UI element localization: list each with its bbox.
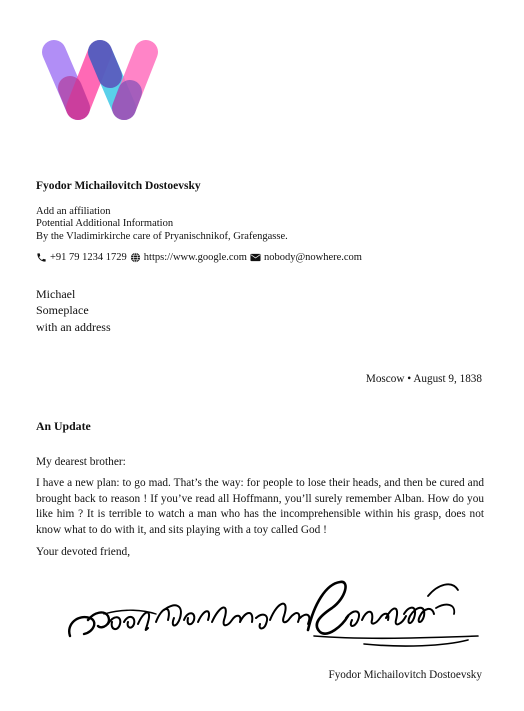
place-and-date: Moscow • August 9, 1838 [365, 373, 482, 385]
closing: Your devoted friend, [36, 546, 131, 558]
handwritten-signature [64, 574, 484, 656]
envelope-icon [250, 252, 261, 263]
recipient-address: with an address [36, 319, 111, 334]
letter-body: I have a new plan: to go mad. That’s the way: for people to lose their heads, and then be cured and brought back to reason ! If you’ve read all Hoffmann, you’ll surely remember Alban. How do you like him ? It is terrible to watch a man who has the incomprehensible within his grasp, does not know what to do with it, and sits playing with a toy called God ! [36, 477, 484, 536]
sender-block [36, 180, 496, 243]
email-link[interactable]: nobody@nowhere.com [263, 252, 362, 263]
company-logo [34, 36, 164, 124]
salutation: My dearest brother: [36, 456, 126, 468]
recipient-name: Michael [36, 287, 76, 301]
website-link[interactable]: https://www.google.com [143, 252, 247, 263]
phone-number[interactable]: +91 79 1234 1729 [50, 252, 127, 263]
contact-row [36, 252, 365, 263]
sender-address: By the Vladimirkirche care of Pryanischnikof, Grafengasse. [36, 230, 288, 242]
signed-name: Fyodor Michailovitch Dostoevsky [328, 669, 482, 681]
sender-affiliation: Add an affiliation [36, 206, 111, 217]
recipient-block [36, 286, 111, 335]
sender-name: Fyodor Michailovitch Dostoevsky [36, 180, 201, 192]
globe-icon [130, 252, 141, 263]
letter-subject: An Update [36, 419, 91, 433]
recipient-place: Someplace [36, 303, 89, 318]
sender-additional-info: Potential Additional Information [36, 218, 174, 230]
w-logo-icon [34, 36, 164, 124]
phone-icon [36, 252, 47, 263]
